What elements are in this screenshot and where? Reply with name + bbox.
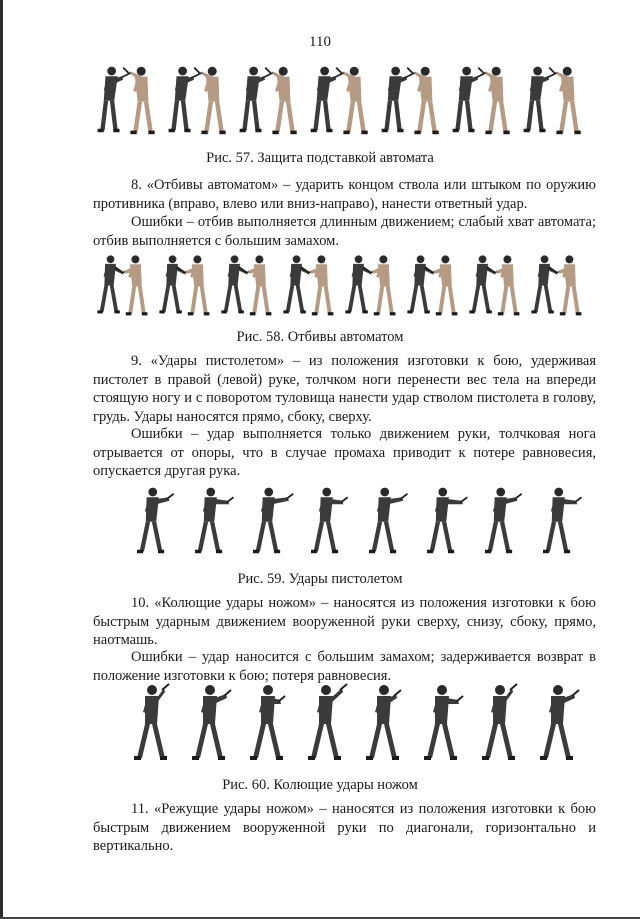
figure-57-defender [478,67,510,135]
figure-57-photo-strip [95,64,605,146]
figure-60-caption: Рис. 60. Колющие удары ножом [222,777,418,793]
figure-58-attacker [97,255,132,313]
figure-58-defender [239,255,272,315]
figure-58-defender [425,255,458,315]
figure-58-attacker [407,255,442,313]
page-number: 110 [309,34,331,50]
paragraph-10-errors: Ошибки – удар наносится с большим замахом; задерживается возврат в положение изготовки к бою; потеря равновесия. [93,649,596,684]
figure-58-photo-strip [95,253,605,323]
figure-60-photos [134,684,579,760]
paragraph-9-errors: Ошибки – удар выполняется только движением руки, толчковая нога отрывается от опоры, что в случае промаха приводит к потере равновесия, опускается другая рука. [93,426,596,479]
figure-58-defender [549,255,582,315]
paragraph-11: 11. «Режущие удары ножом» – наносятся из положения изготовки к бою быстрым движением вооруженной руки по диагонали, горизонтально и вертикально. [93,801,596,854]
figure-57-attacker [240,67,273,133]
figure-57-defender [336,67,368,135]
figure-58-photos [97,255,581,315]
figure-60-soldier [250,685,285,760]
figure-59-caption: Рис. 59. Удары пистолетом [237,571,403,587]
figure-57-defender [407,67,439,135]
figure-60-soldier [424,685,463,760]
figure-57-attacker [169,67,202,133]
figure-58-attacker [159,255,194,313]
figure-60-soldier [482,684,517,760]
figure-58-attacker [221,255,256,313]
figure-57-attacker [382,67,415,133]
figure-60-photo-strip [125,682,595,766]
figure-59-photo-strip [125,485,595,557]
figure-59-soldier [485,488,522,554]
figure-59-soldier [195,488,234,554]
figure-57-attacker [524,67,557,133]
figure-58-caption: Рис. 58. Отбивы автоматом [236,329,404,345]
figure-58-defender [177,255,210,315]
figure-60-soldier [192,685,231,760]
figure-57-defender [549,67,581,135]
figure-58-attacker [469,255,504,313]
figure-59-photos [137,488,582,554]
figure-57-attacker [453,67,486,133]
figure-59-soldier [543,488,582,554]
figure-58-defender [487,255,520,315]
figure-58-attacker [531,255,566,313]
figure-57-defender [123,67,155,135]
paragraph-8-errors: Ошибки – отбив выполняется длинным движением; слабый хват автомата; отбив выполняется с большим замахом. [93,214,596,249]
figure-58-defender [115,255,148,315]
figure-58-defender [363,255,396,315]
paragraph-8: 8. «Отбивы автоматом» – ударить концом ствола или штыком по оружию противника (вправо, влево или вниз-направо), нанести ответный удар. [93,177,596,212]
figure-58-attacker [283,255,318,313]
figure-57-photos [98,67,581,135]
figure-57-caption: Рис. 57. Защита подставкой автомата [206,150,434,166]
figure-59-soldier [369,488,408,554]
paragraph-9: 9. «Удары пистолетом» – из положения изготовки к бою, удерживая пистолет в правой (левой) руке, толчком ноги перенести вес тела на впереди стоящую ногу и с поворотом туловища нанести удар стволом пистолета в голову, грудь. Удары наносятся прямо, сбоку, сверху. [93,353,596,425]
figure-57-attacker [98,67,131,133]
paragraph-10: 10. «Колющие удары ножом» – наносятся из положения изготовки к бою быстрым ударным движением вооруженной руки сверху, снизу, сбоку, прямо, наотмашь. [93,595,596,648]
figure-60-soldier [308,684,347,760]
figure-60-soldier [366,685,401,760]
figure-60-soldier [134,684,169,760]
figure-57-defender [265,67,297,135]
figure-58-defender [301,255,334,315]
figure-60-soldier [540,685,579,760]
figure-59-soldier [253,488,293,554]
figure-59-soldier [427,488,467,554]
figure-58-attacker [345,255,380,313]
figure-59-soldier [137,488,174,554]
figure-57-attacker [311,67,344,133]
figure-57-defender [194,67,226,135]
figure-59-soldier [311,488,348,554]
